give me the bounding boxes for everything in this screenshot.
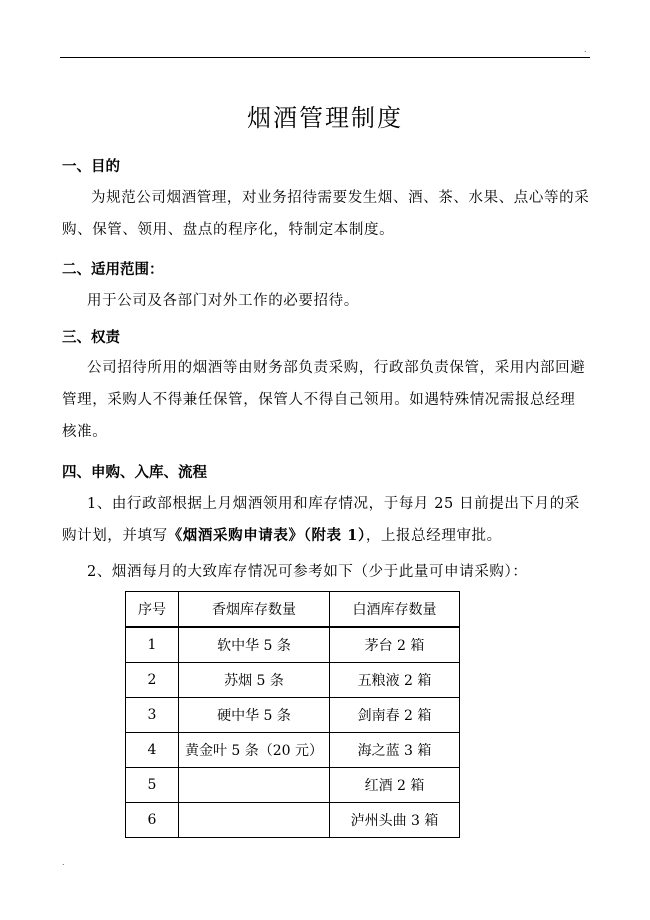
cell-no: 4	[126, 733, 179, 768]
cell-cigarettes	[179, 768, 330, 803]
table-row	[126, 803, 460, 838]
cell-liquor: 红酒 2 箱	[330, 768, 460, 803]
cell-liquor: 五粮液 2 箱	[330, 663, 460, 698]
table-row	[126, 627, 460, 663]
purchase-form-reference: 《烟酒采购申请表》（附表 1）	[167, 527, 366, 544]
procedure-item-1-tail: ，上报总经理审批。	[365, 528, 502, 544]
stock-table	[125, 591, 460, 838]
cell-liquor: 海之蓝 3 箱	[330, 733, 460, 768]
cell-cigarettes: 苏烟 5 条	[179, 663, 330, 698]
column-header-cigarettes: 香烟库存数量	[179, 592, 330, 628]
cell-cigarettes	[179, 803, 330, 838]
section-body-responsibility: 公司招待所用的烟酒等由财务部负责采购，行政部负责保管，采用内部回避管理，采购人不得兼任保管，保管人不得自己领用。如遇特殊情况需报总经理核准。	[62, 360, 586, 440]
section-heading-scope: 二、适用范围：	[62, 262, 164, 278]
section-body-purpose: 为规范公司烟酒管理，对业务招待需要发生烟、酒、茶、水果、点心等的采购、保管、领用、盘点的程序化，特制定本制度。	[62, 190, 590, 238]
section-body-scope: 用于公司及各部门对外工作的必要招待。	[87, 293, 359, 309]
table-row	[126, 663, 460, 698]
cell-liquor: 茅台 2 箱	[330, 627, 460, 663]
table-row	[126, 768, 460, 803]
column-header-no: 序号	[126, 592, 179, 628]
cell-no: 1	[126, 627, 179, 663]
table-row	[126, 733, 460, 768]
procedure-item-1	[62, 488, 590, 552]
table-header-row	[126, 592, 460, 628]
cell-no: 3	[126, 698, 179, 733]
table-row	[126, 698, 460, 733]
cell-liquor: 泸州头曲 3 箱	[330, 803, 460, 838]
cell-no: 6	[126, 803, 179, 838]
cell-no: 2	[126, 663, 179, 698]
header-mark: .	[584, 45, 587, 54]
cell-cigarettes: 硬中华 5 条	[179, 698, 330, 733]
footer-mark: .	[62, 858, 65, 867]
page-title: 烟酒管理制度	[247, 104, 403, 132]
cell-cigarettes: 黄金叶 5 条（20 元）	[179, 733, 330, 768]
section-heading-purpose: 一、目的	[62, 159, 120, 175]
column-header-liquor: 白酒库存数量	[330, 592, 460, 628]
procedure-item-1-text: 1、由行政部根据上月烟酒领用和库存情况，于每月 25 日前提出下月的采购计划，并填写	[62, 496, 580, 544]
cell-no: 5	[126, 768, 179, 803]
section-heading-responsibility: 三、权责	[62, 330, 120, 346]
cell-cigarettes: 软中华 5 条	[179, 627, 330, 663]
header-rule	[60, 57, 590, 58]
procedure-item-2: 2、烟酒每月的大致库存情况可参考如下（少于此量可申请采购）：	[87, 564, 528, 580]
section-heading-procedure: 四、申购、入库、流程	[62, 465, 207, 481]
cell-liquor: 剑南春 2 箱	[330, 698, 460, 733]
